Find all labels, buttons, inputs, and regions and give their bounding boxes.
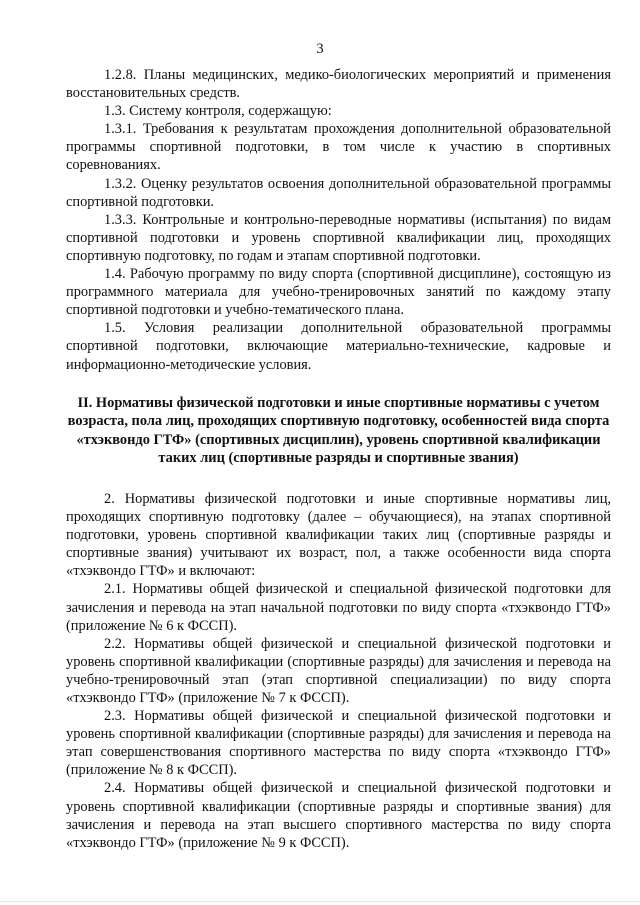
paragraph-2-1: 2.1. Нормативы общей физической и специальной физической подготовки для зачисления и перевода на этап начальной подготовки по виду спорта «тхэквондо ГТФ» (приложение № 6 к ФССП). xyxy=(66,581,611,634)
page-content xyxy=(66,66,611,852)
paragraph-1-3-1: 1.3.1. Требования к результатам прохождения дополнительной образовательной программы спортивной подготовки, в том числе к участию в спортивных соревнованиях. xyxy=(66,121,611,174)
paragraph-1-5: 1.5. Условия реализации дополнительной образовательной программы спортивной подготовки, включающие материально-технические, кадровые и информационно-методические условия. xyxy=(66,320,611,373)
scan-edge-line xyxy=(0,901,640,902)
section-gap xyxy=(66,468,611,490)
paragraph-1-3-3: 1.3.3. Контрольные и контрольно-переводные нормативы (испытания) по видам спортивной подготовки и уровень спортивной квалификации лиц, проходящих спортивную подготовку, по годам и этапам спортивной подготовки. xyxy=(66,211,611,264)
paragraph-1-3-2: 1.3.2. Оценку результатов освоения дополнительной образовательной программы спортивной подготовки. xyxy=(66,175,611,210)
paragraph-2-2: 2.2. Нормативы общей физической и специальной физической подготовки и уровень спортивной квалификации (спортивные разряды) для зачисления и перевода на учебно-тренировочный этап (этап спортивной специализации) по виду спорта «тхэквондо ГТФ» (приложение № 7 к ФССП). xyxy=(66,635,611,706)
paragraph-1-2-8: 1.2.8. Планы медицинских, медико-биологических мероприятий и применения восстановительных средств. xyxy=(66,67,611,102)
section-2-heading: II. Нормативы физической подготовки и иные спортивные нормативы с учетом возраста, пола лиц, проходящих спортивную подготовку, особенностей вида спорта «тхэквондо ГТФ» (спортивных дисциплин), уровень спортивной квалификации таких лиц (спортивные разряды и спортивные звания) xyxy=(67,394,610,467)
paragraph-2-4: 2.4. Нормативы общей физической и специальной физической подготовки и уровень спортивной квалификации (спортивные разряды и спортивные звания) для зачисления и перевода на этап высшего спортивного мастерства по виду спорта «тхэквондо ГТФ» (приложение № 9 к ФССП). xyxy=(66,780,611,851)
page-number: 3 xyxy=(316,41,324,57)
paragraph-2: 2. Нормативы физической подготовки и иные спортивные нормативы лиц, проходящих спортивную подготовку (далее – обучающиеся), на этапах спортивной подготовки, уровень спортивной квалификации таких лиц (спортивные разряды и спортивные звания) учитывают их возраст, пол, а также особенности вида спорта «тхэквондо ГТФ» и включают: xyxy=(66,490,611,580)
paragraph-1-4: 1.4. Рабочую программу по виду спорта (спортивной дисциплине), состоящую из программного материала для учебно-тренировочных занятий по каждому этапу спортивной подготовки и учебно-тематического плана. xyxy=(66,266,611,319)
paragraph-1-3: 1.3. Систему контроля, содержащую: xyxy=(104,103,332,120)
paragraph-2-3: 2.3. Нормативы общей физической и специальной физической подготовки и уровень спортивной квалификации (спортивные разряды) для зачисления и перевода на этап совершенствования спортивного мастерства по виду спорта «тхэквондо ГТФ» (приложение № 8 к ФССП). xyxy=(66,708,611,779)
